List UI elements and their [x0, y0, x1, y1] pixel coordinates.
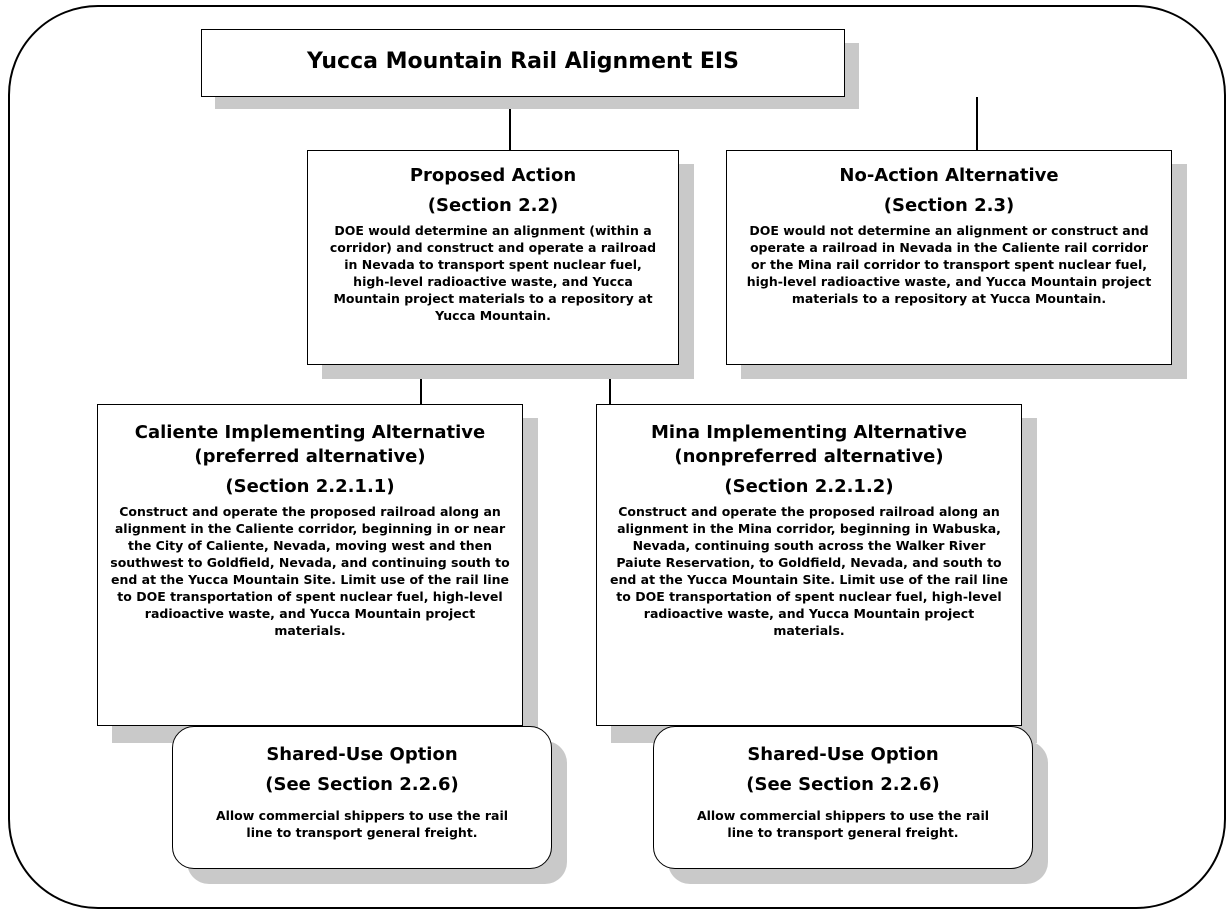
shared-use-right-description: Allow commercial shippers to use the rail line to transport general freight.: [696, 808, 990, 840]
no-action-section: (Section 2.3): [883, 195, 1015, 216]
no-action-box: [726, 150, 1172, 365]
connector-title-noaction: [976, 97, 978, 150]
mina-box: [596, 404, 1022, 726]
mina-description: Construct and operate the proposed railroad along an alignment in the Mina corridor, beginning in Wabuska, Nevada, continuing south across the Walker River Paiute Reservation, to Goldfield, Nevada, and south to end at the Yucca Mountain Site. Limit use of the rail line to DOE transportation of spent nuclear fuel, high-level radioactive waste, and Yucca Mountain project materials.: [609, 504, 1008, 638]
caliente-box: [97, 404, 523, 726]
shared-use-right-section: (See Section 2.2.6): [746, 774, 940, 795]
mina-section: (Section 2.2.1.2): [724, 476, 894, 497]
caliente-section: (Section 2.2.1.1): [225, 476, 395, 497]
proposed-action-box: [307, 150, 679, 365]
caliente-subheading: (preferred alternative): [194, 446, 426, 467]
shared-use-right-heading: Shared-Use Option: [747, 744, 939, 765]
caliente-description: Construct and operate the proposed railroad along an alignment in the Caliente corridor, beginning in or near the City of Caliente, Nevada, moving west and then southwest to Goldfield, Nevada, and continuing south to end at the Yucca Mountain Site. Limit use of the rail line to DOE transportation of spent nuclear fuel, high-level radioactive waste, and Yucca Mountain project materials.: [110, 504, 510, 638]
shared-use-right-box: [653, 726, 1033, 869]
no-action-heading: No-Action Alternative: [839, 165, 1059, 186]
shared-use-left-description: Allow commercial shippers to use the rail line to transport general freight.: [215, 808, 509, 840]
caliente-heading: Caliente Implementing Alternative: [134, 422, 486, 443]
diagram-title: Yucca Mountain Rail Alignment EIS: [307, 49, 739, 74]
proposed-action-section: (Section 2.2): [427, 195, 559, 216]
no-action-description: DOE would not determine an alignment or construct and operate a railroad in Nevada in the Caliente rail corridor or the Mina rail corridor to transport spent nuclear fuel, high-level radioactive waste, and Yucca Mountain project materials to a repository at Yucca Mountain.: [746, 223, 1152, 306]
shared-use-left-heading: Shared-Use Option: [266, 744, 458, 765]
mina-subheading: (nonpreferred alternative): [674, 446, 944, 467]
proposed-action-heading: Proposed Action: [409, 165, 577, 186]
title-box: [201, 29, 845, 97]
proposed-action-description: DOE would determine an alignment (within a corridor) and construct and operate a railroad in Nevada to transport spent nuclear fuel, high-level radioactive waste, and Yucca Mountain project materials to a repository at Yucca Mountain.: [329, 223, 657, 323]
shared-use-left-box: [172, 726, 552, 869]
mina-heading: Mina Implementing Alternative: [650, 422, 967, 443]
shared-use-left-section: (See Section 2.2.6): [265, 774, 459, 795]
